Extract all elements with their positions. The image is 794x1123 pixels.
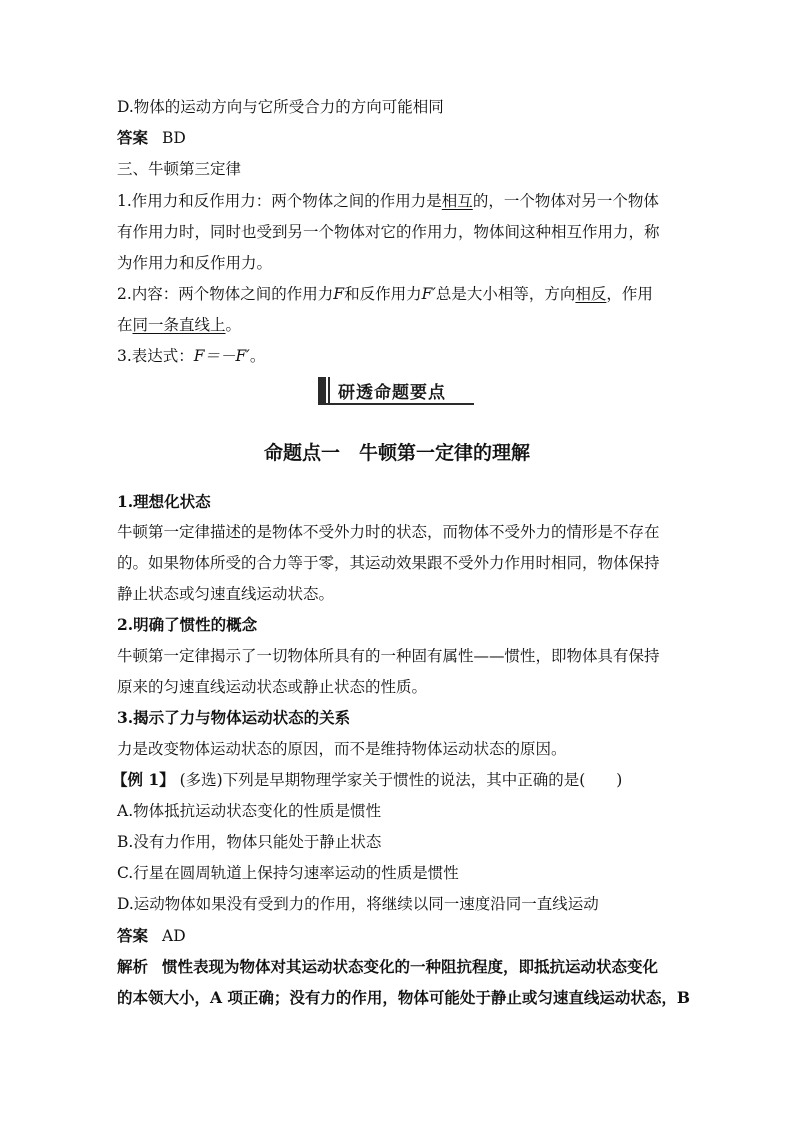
- underlined-term: 相反: [575, 285, 607, 303]
- banner-underline: [318, 403, 474, 405]
- example-question: (多选)下列是早期物理学家关于惯性的说法，其中正确的是( ): [179, 771, 623, 789]
- point-3-line1: 力是改变物体运动状态的原因，而不是维持物体运动状态的原因。: [117, 740, 567, 758]
- answer-label: 答案: [117, 926, 149, 945]
- point-1-line3: 静止状态或匀速直线运动状态。: [117, 585, 335, 603]
- law3-p2-line1: [117, 284, 724, 304]
- analysis-label: 解析: [117, 957, 149, 976]
- section-banner: [318, 375, 474, 405]
- analysis-line2: 的本领大小，A 项正确；没有力的作用，物体可能处于静止或匀速直线运动状态，B: [117, 988, 691, 1007]
- point-1-heading: 1.理想化状态: [117, 492, 211, 511]
- text-segment: 。: [225, 316, 242, 334]
- point-1-line1: 牛顿第一定律描述的是物体不受外力时的状态，而物体不受外力的情形是不存在: [117, 523, 660, 541]
- text-segment: 在: [117, 316, 133, 334]
- symbol-f: F: [333, 285, 345, 303]
- symbol-f-prime: F′: [421, 285, 436, 303]
- law3-p1-line3: 为作用力和反作用力。: [117, 254, 273, 272]
- point-1-line2: 的。如果物体所受的合力等于零，其运动效果跟不受外力作用时相同，物体保持: [117, 554, 660, 572]
- text-segment: 。: [249, 347, 266, 365]
- example-option-d: D.运动物体如果没有受到力的作用，将继续以同一速度沿同一直线运动: [117, 895, 599, 913]
- text-segment: 2.内容：两个物体之间的作用力: [117, 285, 334, 303]
- example-option-c: C.行星在圆周轨道上保持匀速率运动的性质是惯性: [117, 864, 459, 882]
- underlined-term: 同一条直线上: [132, 316, 226, 334]
- law3-p3: [117, 346, 724, 366]
- law3-p1-line1: [117, 191, 724, 211]
- point-2-line2: 原来的匀速直线运动状态或静止状态的性质。: [117, 678, 428, 696]
- text-segment: 和反作用力: [344, 285, 422, 303]
- example-stem: [112, 770, 724, 790]
- answer-value: AD: [162, 927, 186, 945]
- section-title: 命题点一 牛顿第一定律的理解: [263, 442, 530, 464]
- banner-text: 研透命题要点: [338, 383, 446, 403]
- text-segment: 3.表达式：: [117, 347, 194, 365]
- point-2-line1: 牛顿第一定律揭示了一切物体所具有的一种固有属性——惯性，即物体具有保持: [117, 647, 660, 665]
- point-3-heading: 3.揭示了力与物体运动状态的关系: [117, 708, 351, 727]
- example-label: 【例 1】: [112, 770, 175, 789]
- text-segment: ，作用: [606, 285, 653, 303]
- law3-heading: 三、牛顿第三定律: [117, 160, 242, 178]
- answer-label: 答案: [117, 128, 149, 147]
- example-option-a: A.物体抵抗运动状态变化的性质是惯性: [117, 802, 382, 820]
- formula: F＝－F′: [193, 347, 250, 365]
- analysis-line1: [117, 957, 724, 977]
- text-segment: 1.作用力和反作用力：两个物体之间的作用力是: [117, 192, 442, 210]
- example-answer: [117, 926, 724, 946]
- underlined-term: 相互: [441, 192, 473, 210]
- text-segment: 总是大小相等，方向: [435, 285, 576, 303]
- banner-bar-icon: [318, 377, 326, 403]
- prev-answer: [117, 128, 724, 148]
- answer-value: BD: [162, 129, 186, 147]
- law3-p2-line2: [117, 315, 724, 335]
- example-option-b: B.没有力作用，物体只能处于静止状态: [117, 833, 382, 851]
- text-segment: 的，一个物体对另一个物体: [472, 192, 659, 210]
- point-2-heading: 2.明确了惯性的概念: [117, 615, 258, 634]
- banner-tick: [328, 377, 330, 403]
- prev-option-d: D.物体的运动方向与它所受合力的方向可能相同: [117, 98, 444, 116]
- analysis-text: 惯性表现为物体对其运动状态变化的一种阻抗程度，即抵抗运动状态变化: [162, 957, 659, 976]
- law3-p1-line2: 有作用力时，同时也受到另一个物体对它的作用力，物体间这种相互作用力，称: [117, 223, 660, 241]
